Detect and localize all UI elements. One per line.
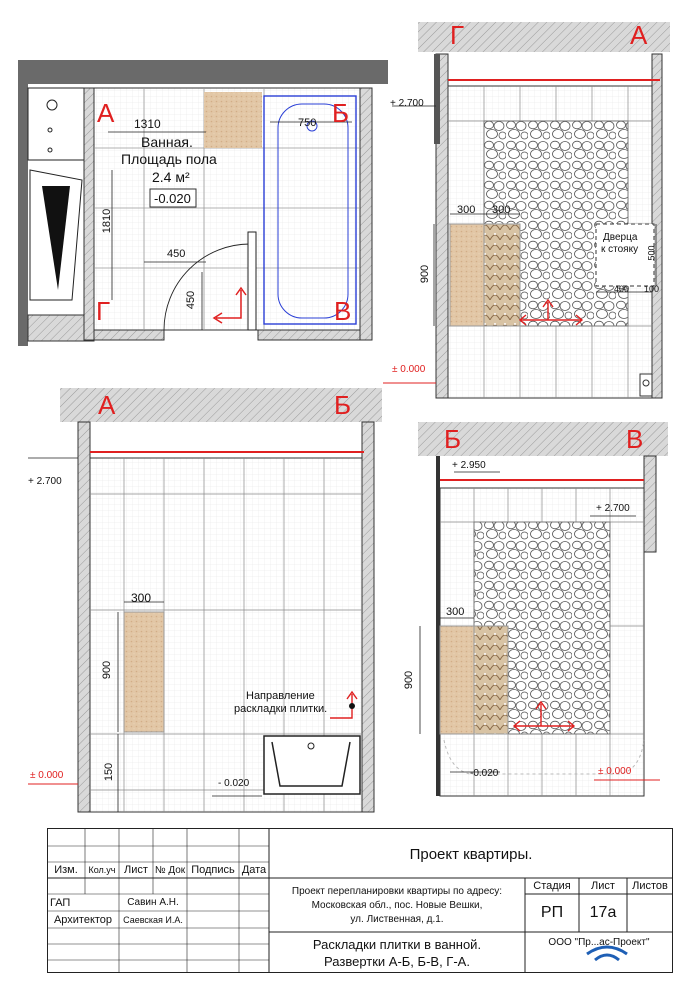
address-line1: Проект перепланировки квартиры по адресу: (291, 885, 503, 897)
title-block (47, 828, 673, 973)
elev-ab-zero-level: ± 0.000 (30, 770, 64, 781)
elev-ab-note1: Направление (246, 690, 315, 702)
elev-ab-mark-left: А (98, 390, 116, 420)
elev-ga-mark-left: Г (450, 20, 465, 50)
sheet-title1: Раскладки плитки в ванной. (312, 936, 482, 952)
hdr-ndok: № Док (154, 864, 186, 876)
address-line3: ул. Лиственная, д.1. (350, 913, 444, 925)
elev-ga-zero-level: ± 0.000 (392, 364, 426, 375)
elev-ga-tile-w2: 300 (492, 204, 511, 216)
elev-bv-top-level: + 2.700 (596, 503, 630, 514)
elevation-g-a (383, 22, 670, 398)
role-gap: ГАП (50, 896, 71, 909)
elev-ab-floor-level: - 0.020 (218, 778, 250, 789)
plan-area-value: 2.4 м² (152, 169, 190, 185)
elev-ga-top-level: + 2.700 (390, 98, 424, 109)
plan-left-wall (18, 84, 28, 346)
elev-ab-mark-right: Б (334, 390, 352, 420)
address-line2: Московская обл., пос. Новые Вешки, (311, 899, 483, 911)
elev-ab-note2: раскладки плитки. (234, 703, 328, 715)
plan-width-dim: 1310 (134, 117, 161, 131)
name-gap: Савин А.Н. (127, 897, 179, 908)
hdr-data: Дата (241, 864, 267, 876)
plan-mark-v: В (334, 296, 352, 326)
plan-room-name: Ванная. (141, 134, 193, 150)
elev-ga-beige-strip (450, 224, 484, 326)
elev-ga-hatch-off: 100 (644, 284, 660, 294)
elev-ab-beige-strip (124, 612, 164, 732)
elev-ab-top-level: + 2.700 (28, 476, 62, 487)
plan-bath-dim: 750 (298, 117, 317, 129)
elev-ga-hatch-h: 500 (646, 245, 657, 261)
hdr-podp: Подпись (191, 864, 235, 876)
elev-ga-hatch-label1: Дверца (603, 232, 638, 243)
elevation-a-b (28, 388, 382, 812)
elev-ga-mark-right: А (630, 20, 648, 50)
plan-top-wall (18, 60, 388, 84)
elev-ga-hatch-w: 400 (614, 284, 630, 294)
elev-ga-tile-h: 900 (419, 264, 432, 284)
plan-depth-dim: 1810 (101, 208, 114, 234)
elev-ab-base-h: 150 (103, 762, 116, 782)
elev-bv-tile-h: 900 (403, 670, 416, 690)
elev-bv-tile-w: 300 (446, 606, 465, 618)
plan-mark-b: Б (332, 98, 350, 128)
elev-ga-hatch-label2: к стояку (601, 244, 639, 255)
plan-door-dim-h: 450 (167, 248, 186, 260)
plan-mark-g: Г (96, 296, 111, 326)
elev-ab-tile-h: 900 (101, 660, 114, 680)
hdr-izm: Изм. (54, 864, 78, 876)
stage-value: РП (540, 904, 564, 921)
project-title: Проект квартиры. (409, 845, 533, 863)
lists-header: Листов (632, 880, 668, 892)
sheet-title2: Развертки А-Б, Б-В, Г-А. (324, 953, 470, 969)
elev-bv-mark-left: Б (444, 424, 462, 454)
name-architect: Саевская И.А. (123, 914, 183, 925)
elev-bv-zero-level: ± 0.000 (598, 766, 632, 777)
hdr-list: Лист (124, 864, 148, 876)
elev-bv-mark-right: В (626, 424, 644, 454)
hdr-kol: Кол.уч (88, 865, 116, 875)
company-name: ООО "Пр...ас-Проект" (548, 936, 650, 948)
plan-level: -0.020 (154, 191, 191, 206)
elev-bv-ceiling-level: + 2.950 (452, 460, 486, 471)
elev-bv-floor-level: -0.020 (470, 768, 499, 779)
elev-ga-tile-w1: 300 (457, 204, 476, 216)
stage-header: Стадия (533, 880, 571, 892)
plan-area-label: Площадь пола (121, 151, 217, 167)
plan-door-dim-v: 450 (185, 290, 198, 310)
role-architect: Архитектор (53, 913, 113, 926)
list-value: 17а (589, 904, 617, 921)
elev-ab-tile-w: 300 (131, 591, 152, 605)
plan-mark-a: А (97, 98, 115, 128)
list-header: Лист (591, 880, 615, 892)
elev-ga-mosaic-strip (484, 224, 520, 326)
